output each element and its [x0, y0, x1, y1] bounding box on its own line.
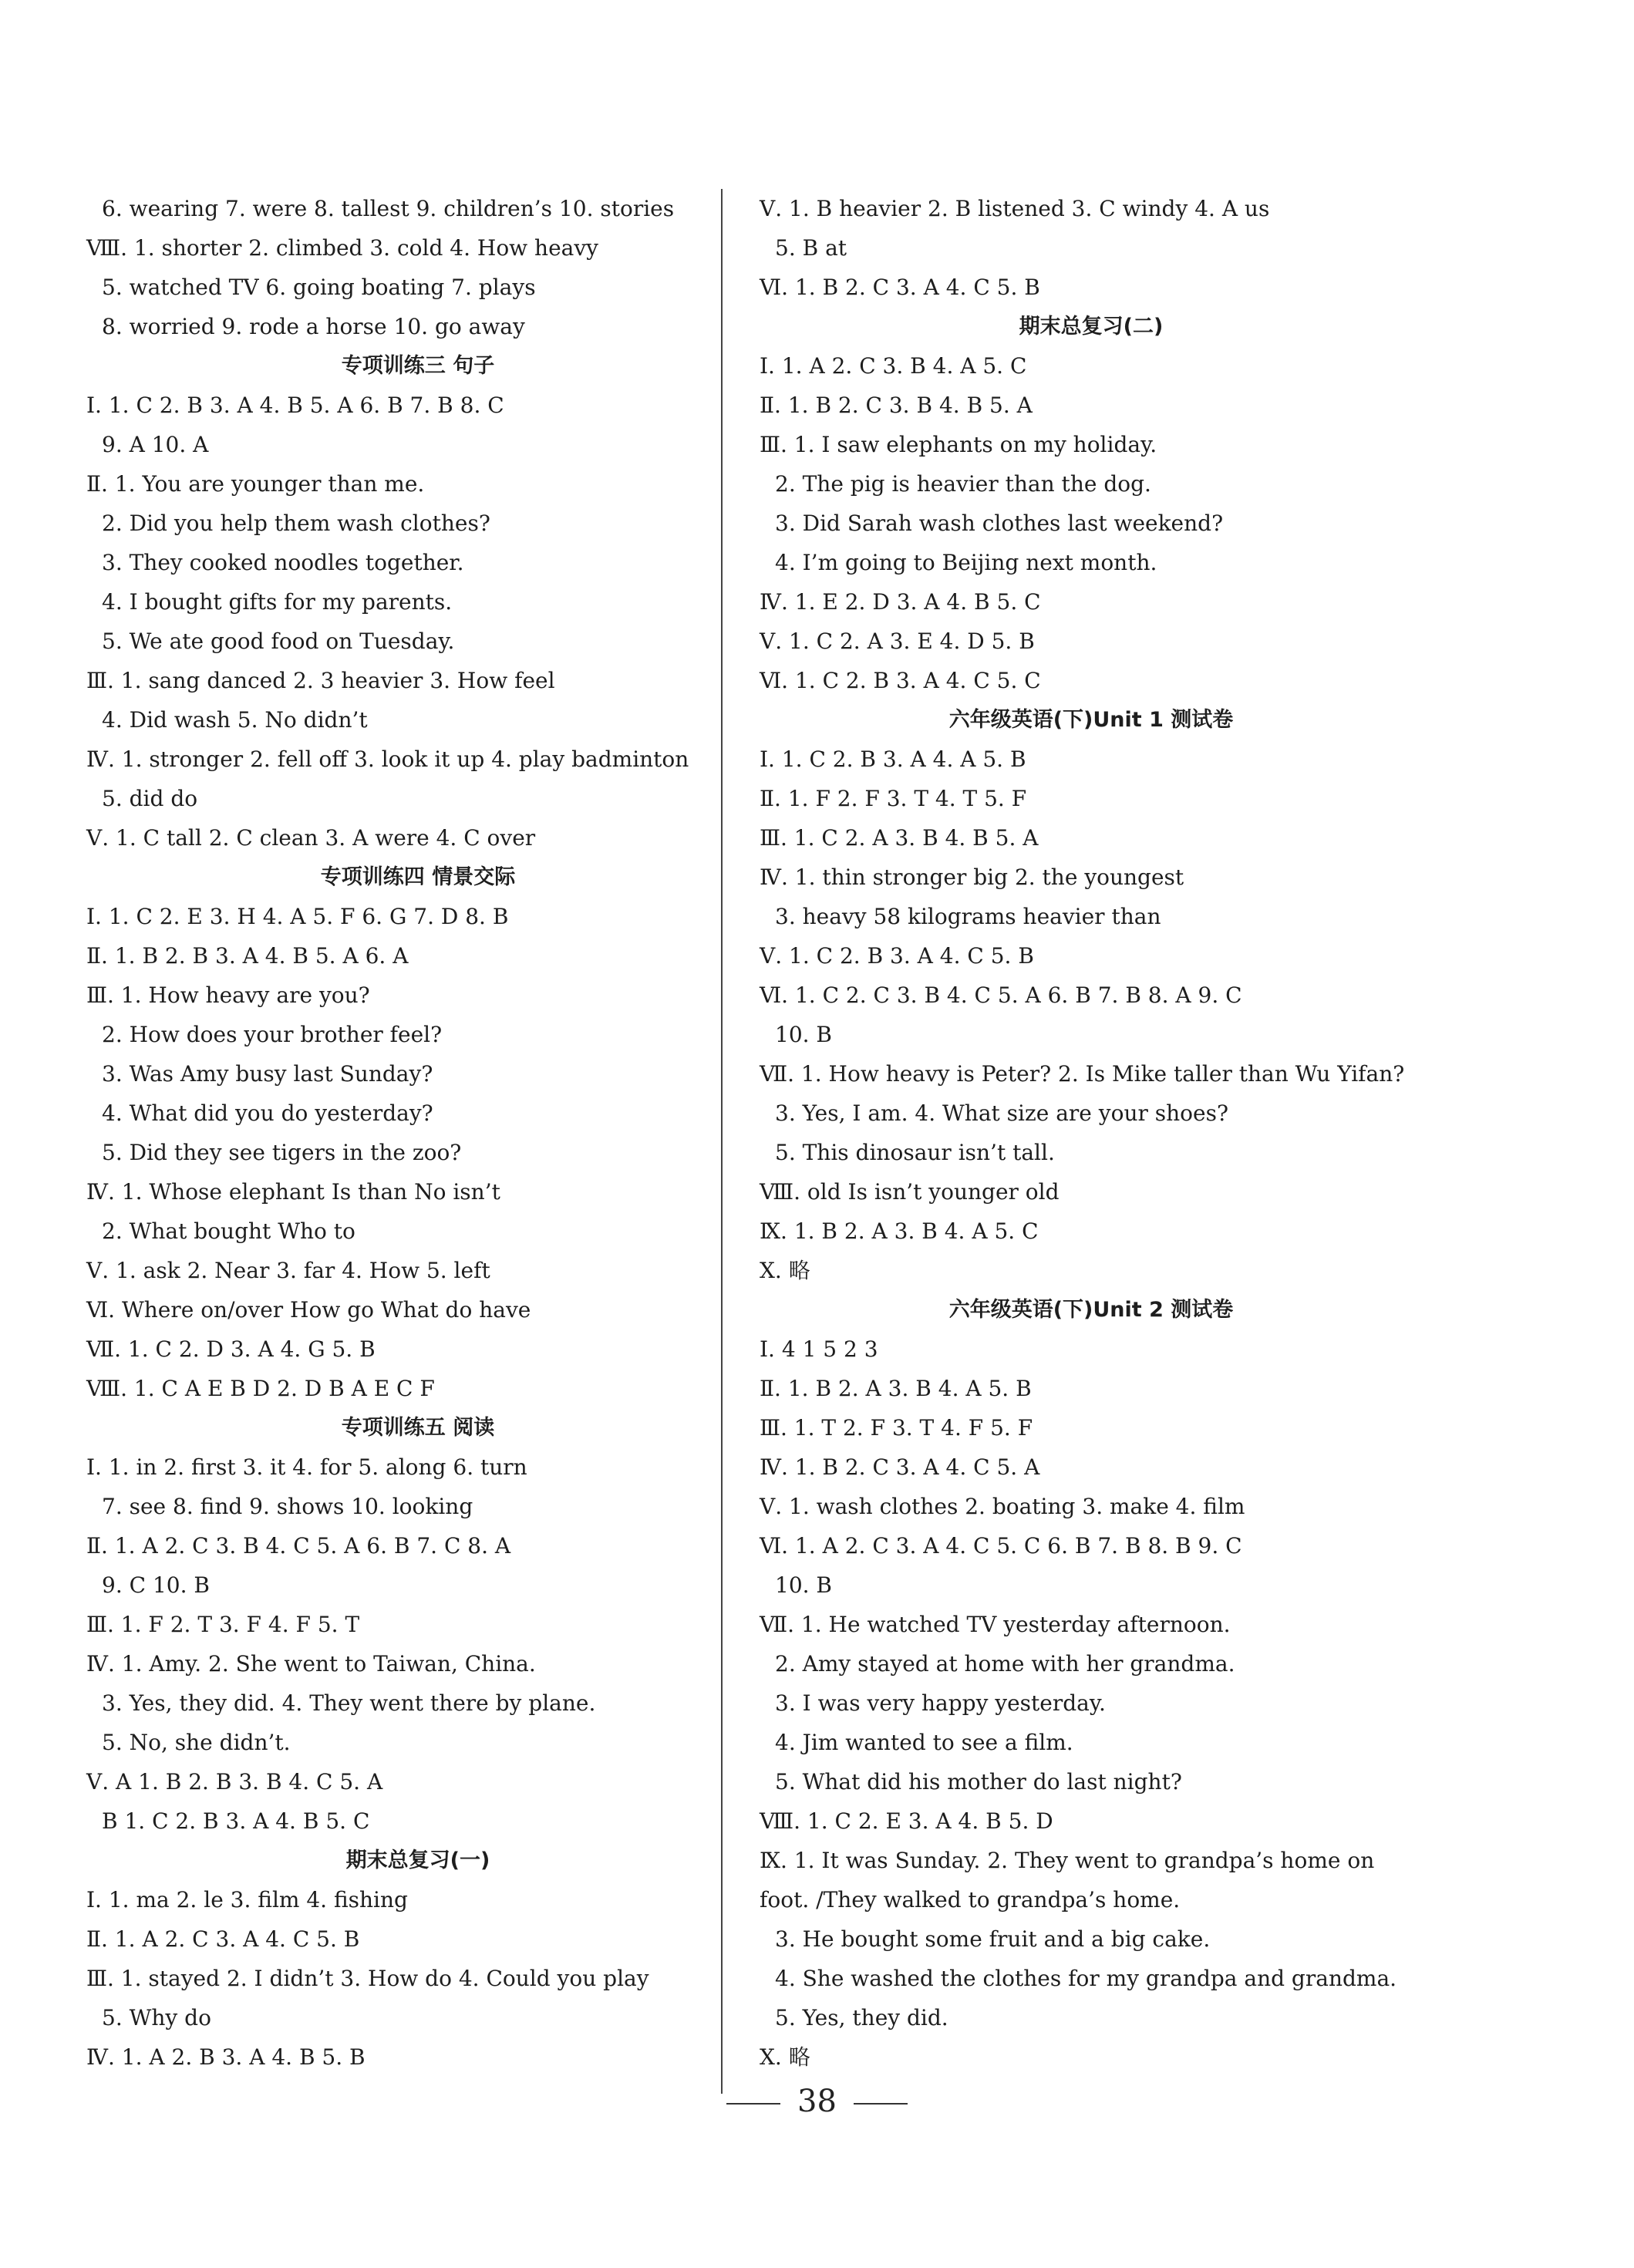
answer-line: Ⅱ. 1. You are younger than me. — [86, 471, 425, 497]
answer-line: Ⅴ. 1. B heavier 2. B listened 3. C windy 4. A us — [760, 196, 1270, 221]
answer-line: Ⅵ. 1. C 2. B 3. A 4. C 5. C — [760, 668, 1041, 693]
answer-line: 2. Did you help them wash clothes? — [102, 511, 490, 536]
answer-line: Ⅱ. 1. A 2. C 3. A 4. C 5. B — [86, 1926, 360, 1952]
answer-line: Ⅹ. 略 — [760, 2044, 810, 2070]
answer-line: 8. worried 9. rode a horse 10. go away — [102, 314, 525, 339]
answer-line: 4. What did you do yesterday? — [102, 1100, 433, 1126]
answer-line: 5. What did his mother do last night? — [775, 1769, 1182, 1795]
footer-dash-left — [726, 2103, 780, 2105]
answer-line: Ⅰ. 1. C 2. B 3. A 4. B 5. A 6. B 7. B 8. C — [86, 393, 504, 418]
answer-line: Ⅱ. 1. B 2. A 3. B 4. A 5. B — [760, 1376, 1032, 1401]
answer-line: Ⅶ. 1. He watched TV yesterday afternoon. — [760, 1612, 1231, 1637]
section-heading: 六年级英语(下)Unit 2 测试卷 — [948, 1298, 1234, 1322]
answer-line: Ⅱ. 1. A 2. C 3. B 4. C 5. A 6. B 7. C 8. A — [86, 1533, 511, 1559]
answer-line: 3. Did Sarah wash clothes last weekend? — [775, 511, 1224, 536]
answer-line: 9. C 10. B — [102, 1572, 210, 1598]
section-heading: 专项训练五 阅读 — [341, 1416, 495, 1440]
answer-line: 3. I was very happy yesterday. — [775, 1690, 1106, 1716]
answer-line: Ⅲ. 1. C 2. A 3. B 4. B 5. A — [760, 825, 1039, 851]
answer-line: 3. Yes, they did. 4. They went there by plane. — [102, 1690, 596, 1716]
answer-line: 5. Yes, they did. — [775, 2005, 948, 2030]
answer-line: Ⅲ. 1. How heavy are you? — [86, 982, 370, 1008]
answer-line: Ⅲ. 1. sang danced 2. 3 heavier 3. How feel — [86, 668, 555, 693]
answer-line: 3. Was Amy busy last Sunday? — [102, 1061, 433, 1087]
answer-line: 2. The pig is heavier than the dog. — [775, 471, 1151, 497]
section-heading: 期末总复习(一) — [345, 1848, 490, 1872]
answer-line: Ⅲ. 1. I saw elephants on my holiday. — [760, 432, 1157, 457]
answer-line: Ⅴ. 1. wash clothes 2. boating 3. make 4. film — [760, 1494, 1245, 1519]
answer-line: 5. Did they see tigers in the zoo? — [102, 1140, 462, 1165]
answer-line: Ⅳ. 1. B 2. C 3. A 4. C 5. A — [760, 1454, 1040, 1480]
section-heading: 期末总复习(二) — [1019, 315, 1164, 339]
answer-line: Ⅰ. 4 1 5 2 3 — [760, 1336, 878, 1362]
answer-line: Ⅲ. 1. stayed 2. I didn’t 3. How do 4. Could you play — [86, 1966, 649, 1991]
answer-line: 5. We ate good food on Tuesday. — [102, 629, 455, 654]
answer-line: Ⅲ. 1. F 2. T 3. F 4. F 5. T — [86, 1612, 360, 1637]
answer-line: Ⅴ. 1. ask 2. Near 3. far 4. How 5. left — [86, 1258, 490, 1283]
answer-line: Ⅷ. old Is isn’t younger old — [760, 1179, 1060, 1205]
answer-line: Ⅳ. 1. thin stronger big 2. the youngest — [760, 864, 1184, 890]
answer-line: Ⅱ. 1. B 2. C 3. B 4. B 5. A — [760, 393, 1033, 418]
answer-line: Ⅹ. 略 — [760, 1258, 810, 1283]
answer-line: 2. Amy stayed at home with her grandma. — [775, 1651, 1235, 1677]
section-heading: 六年级英语(下)Unit 1 测试卷 — [948, 708, 1234, 732]
answer-line: 3. heavy 58 kilograms heavier than — [775, 904, 1161, 929]
answer-line: 3. He bought some fruit and a big cake. — [775, 1926, 1211, 1952]
answer-line: Ⅶ. 1. How heavy is Peter? 2. Is Mike taller than Wu Yifan? — [760, 1061, 1405, 1087]
answer-line: 4. Did wash 5. No didn’t — [102, 707, 368, 733]
page-number: 38 — [797, 2084, 837, 2119]
answer-line: Ⅰ. 1. C 2. B 3. A 4. A 5. B — [760, 746, 1026, 772]
right-column — [760, 189, 1423, 2077]
answer-line: foot. /They walked to grandpa’s home. — [760, 1887, 1181, 1912]
answer-line: 6. wearing 7. were 8. tallest 9. children’s 10. stories — [102, 196, 675, 221]
answer-line: 4. Jim wanted to see a film. — [775, 1730, 1073, 1755]
footer-dash-right — [854, 2103, 908, 2105]
section-heading: 专项训练四 情景交际 — [320, 865, 516, 889]
answer-line: Ⅵ. 1. C 2. C 3. B 4. C 5. A 6. B 7. B 8. A 9. C — [760, 982, 1242, 1008]
answer-line: 9. A 10. A — [102, 432, 209, 457]
answer-line: Ⅵ. Where on/over How go What do have — [86, 1297, 531, 1323]
answer-line: Ⅶ. 1. C 2. D 3. A 4. G 5. B — [86, 1336, 376, 1362]
section-heading: 专项训练三 句子 — [341, 354, 495, 378]
answer-line: Ⅳ. 1. A 2. B 3. A 4. B 5. B — [86, 2044, 366, 2070]
answer-line: Ⅴ. 1. C tall 2. C clean 3. A were 4. C over — [86, 825, 536, 851]
answer-line: Ⅰ. 1. A 2. C 3. B 4. A 5. C — [760, 353, 1027, 379]
answer-line: 5. Why do — [102, 2005, 211, 2030]
answer-line: Ⅵ. 1. B 2. C 3. A 4. C 5. B — [760, 275, 1040, 300]
answer-line: Ⅳ. 1. Amy. 2. She went to Taiwan, China. — [86, 1651, 536, 1677]
answer-line: Ⅸ. 1. B 2. A 3. B 4. A 5. C — [760, 1218, 1039, 1244]
answer-line: 10. B — [775, 1022, 833, 1047]
answer-line: Ⅵ. 1. A 2. C 3. A 4. C 5. C 6. B 7. B 8. B 9. C — [760, 1533, 1242, 1559]
answer-line: Ⅷ. 1. C A E B D 2. D B A E C F — [86, 1376, 435, 1401]
answer-line: 2. What bought Who to — [102, 1218, 355, 1244]
column-divider — [721, 189, 723, 2094]
answer-line: Ⅷ. 1. C 2. E 3. A 4. B 5. D — [760, 1808, 1053, 1834]
answer-line: 3. Yes, I am. 4. What size are your shoes? — [775, 1100, 1228, 1126]
answer-line: 10. B — [775, 1572, 833, 1598]
answer-line: 4. I bought gifts for my parents. — [102, 589, 453, 615]
left-column — [86, 189, 750, 2077]
answer-line: Ⅴ. 1. C 2. B 3. A 4. C 5. B — [760, 943, 1034, 969]
answer-line: Ⅴ. 1. C 2. A 3. E 4. D 5. B — [760, 629, 1035, 654]
answer-line: 5. did do — [102, 786, 198, 811]
answer-line: Ⅱ. 1. F 2. F 3. T 4. T 5. F — [760, 786, 1027, 811]
answer-line: Ⅰ. 1. C 2. E 3. H 4. A 5. F 6. G 7. D 8. B — [86, 904, 509, 929]
answer-line: 7. see 8. find 9. shows 10. looking — [102, 1494, 473, 1519]
page-footer — [0, 2084, 1634, 2119]
answer-line: Ⅳ. 1. Whose elephant Is than No isn’t — [86, 1179, 500, 1205]
answer-line: 2. How does your brother feel? — [102, 1022, 443, 1047]
answer-line: Ⅱ. 1. B 2. B 3. A 4. B 5. A 6. A — [86, 943, 409, 969]
answer-line: 5. This dinosaur isn’t tall. — [775, 1140, 1055, 1165]
answer-line: 4. She washed the clothes for my grandpa and grandma. — [775, 1966, 1397, 1991]
answer-line: B 1. C 2. B 3. A 4. B 5. C — [102, 1808, 370, 1834]
answer-line: Ⅰ. 1. ma 2. le 3. film 4. fishing — [86, 1887, 408, 1912]
answer-line: 3. They cooked noodles together. — [102, 550, 464, 575]
answer-line: 5. B at — [775, 235, 847, 261]
answer-line: Ⅴ. A 1. B 2. B 3. B 4. C 5. A — [86, 1769, 383, 1795]
answer-line: Ⅲ. 1. T 2. F 3. T 4. F 5. F — [760, 1415, 1033, 1441]
answer-line: Ⅷ. 1. shorter 2. climbed 3. cold 4. How heavy — [86, 235, 598, 261]
answer-line: 5. watched TV 6. going boating 7. plays — [102, 275, 536, 300]
answer-line: 4. I’m going to Beijing next month. — [775, 550, 1157, 575]
answer-line: 5. No, she didn’t. — [102, 1730, 291, 1755]
answer-line: Ⅰ. 1. in 2. first 3. it 4. for 5. along 6. turn — [86, 1454, 527, 1480]
answer-line: Ⅳ. 1. stronger 2. fell off 3. look it up 4. play badminton — [86, 746, 689, 772]
answer-line: Ⅸ. 1. It was Sunday. 2. They went to grandpa’s home on — [760, 1848, 1375, 1873]
answer-line: Ⅳ. 1. E 2. D 3. A 4. B 5. C — [760, 589, 1041, 615]
